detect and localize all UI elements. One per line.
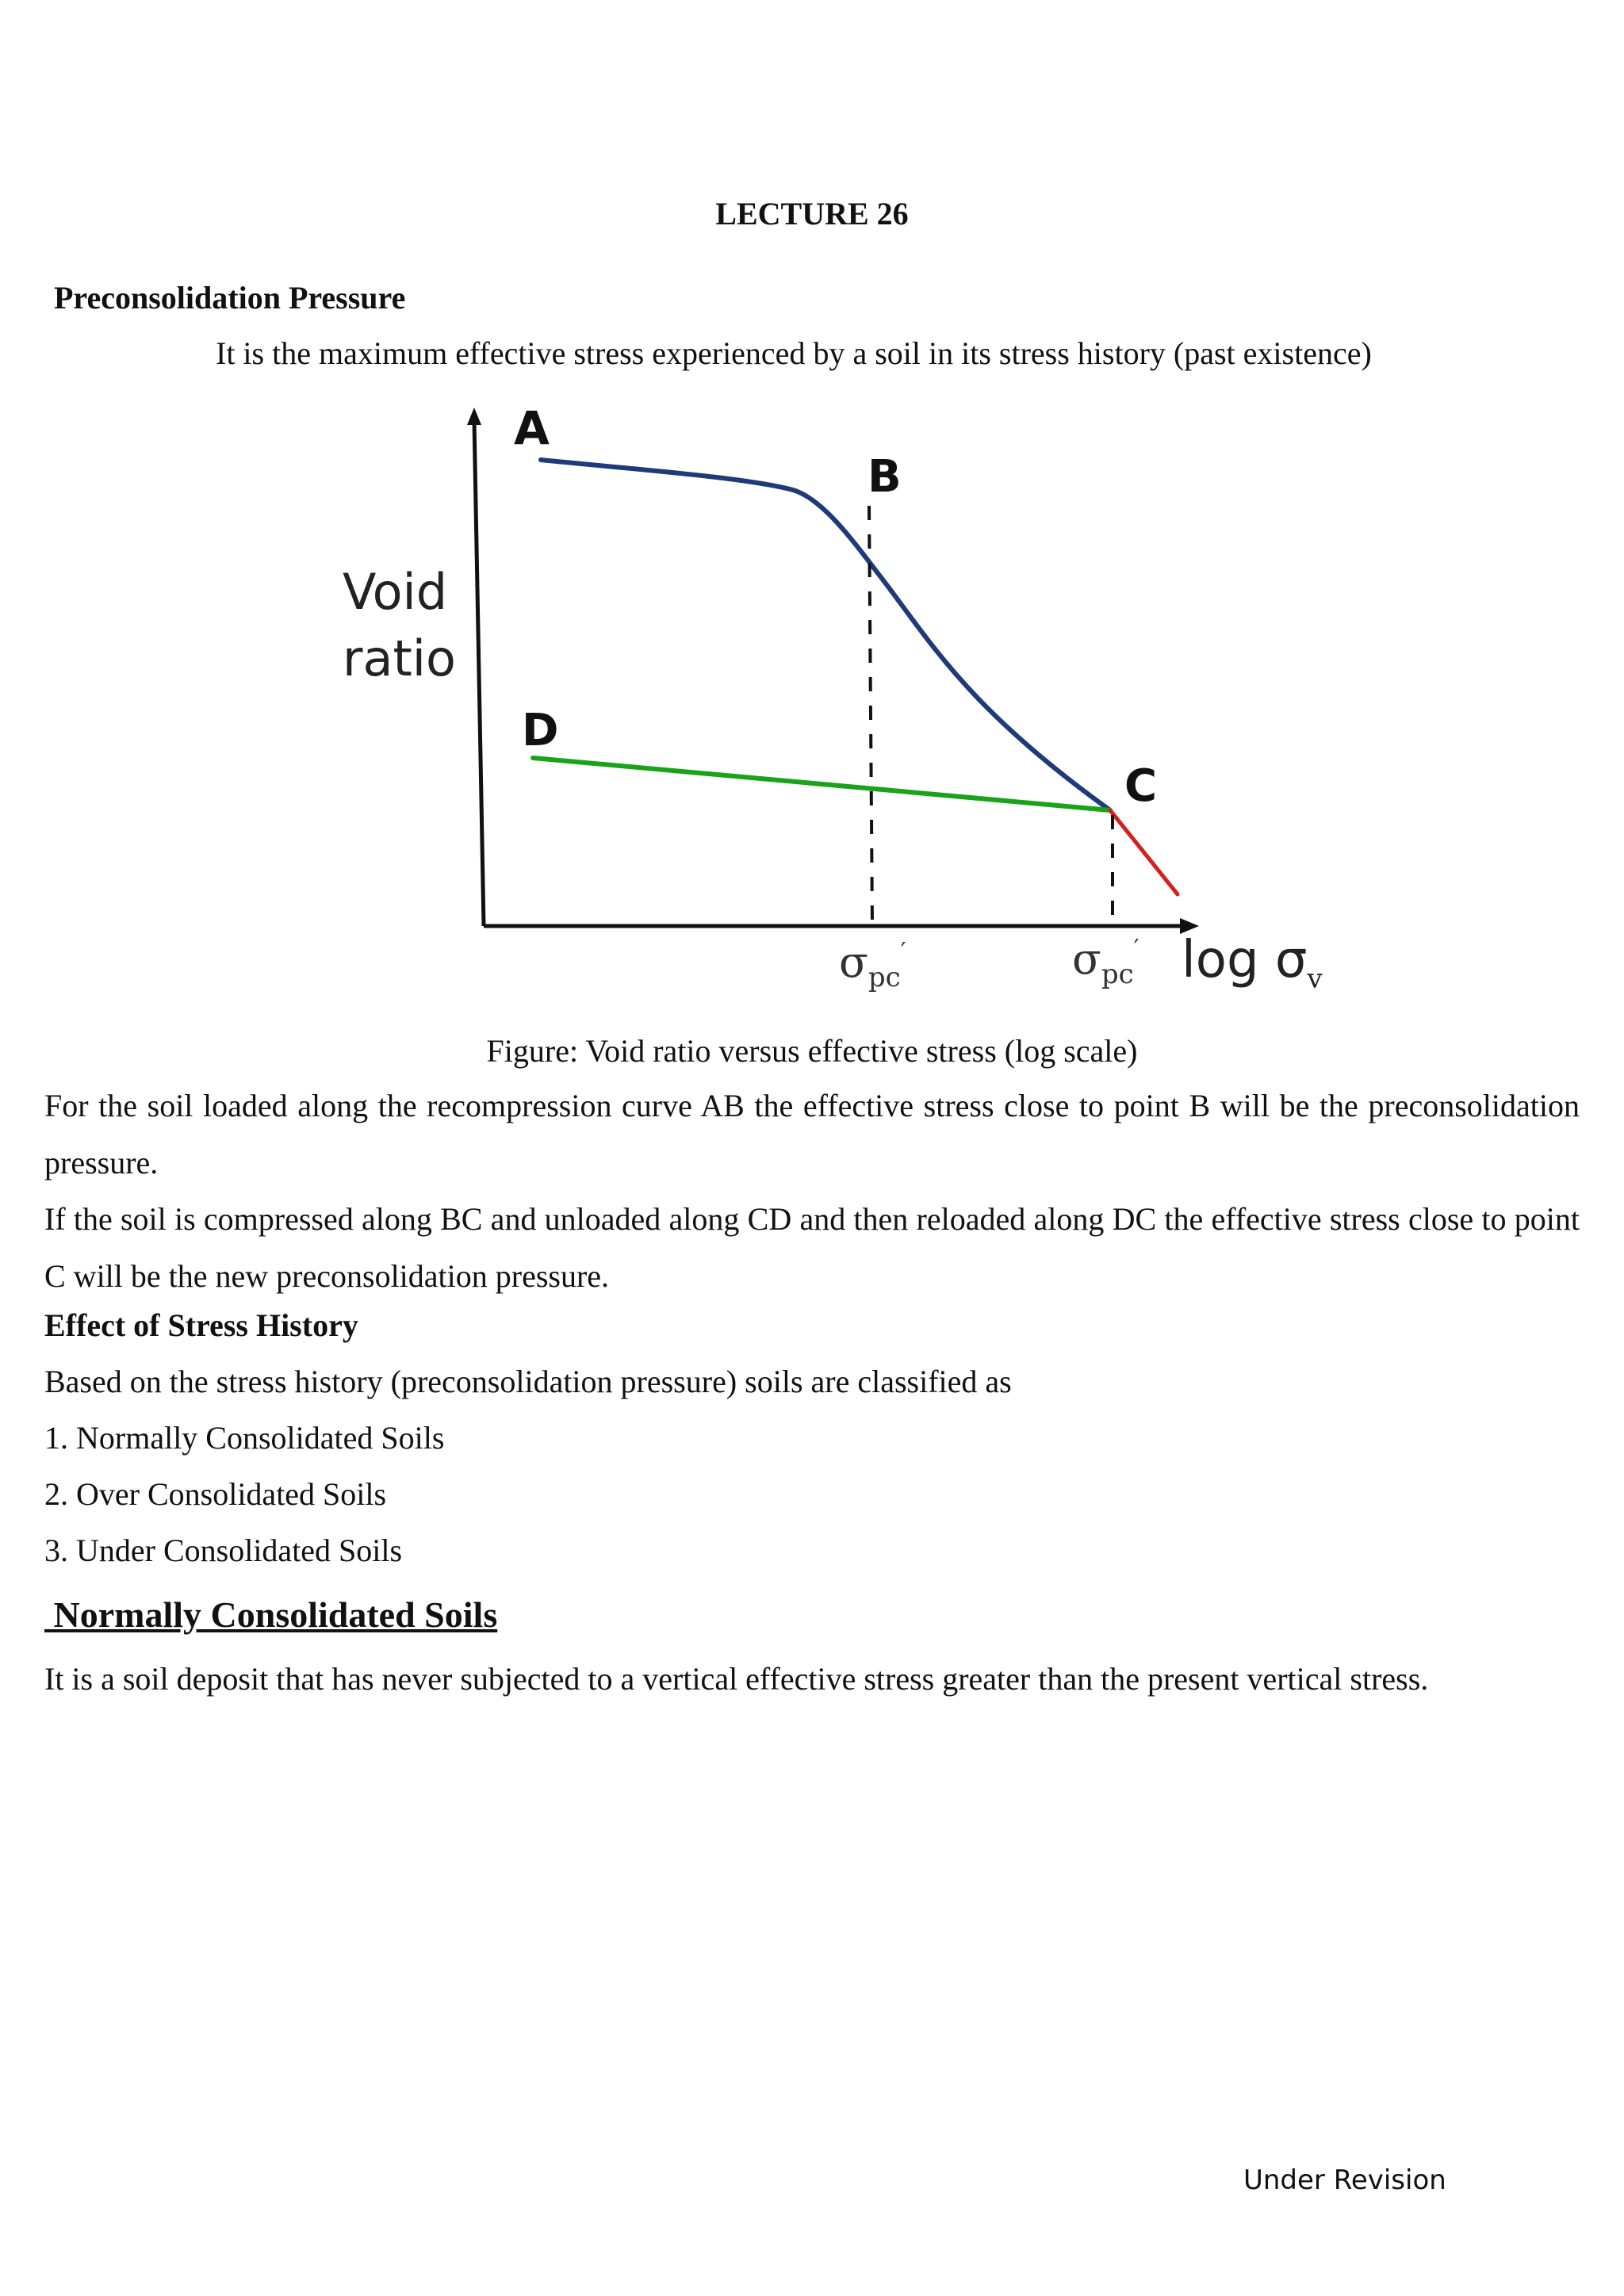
y-axis-label-ratio: ratio xyxy=(343,629,456,687)
void-ratio-diagram xyxy=(317,396,1348,1015)
footer-status: Under Revision xyxy=(1243,2164,1446,2196)
label-point-d: D xyxy=(522,705,559,756)
x-axis-label: $\log \sigma_v$ xyxy=(1182,931,1323,995)
paragraph-new-preconsolidation: If the soil is compressed along BC and unloaded along CD and then reloaded along DC the effective stress close to point C will be the new preconsolidation pressure. xyxy=(44,1201,1580,1294)
definition-text: It is the maximum effective stress experienced by a soil in its stress history (past existence) xyxy=(216,335,1372,371)
tick-label-sigma-pc-1: $\sigma_{pc}'$ xyxy=(839,937,906,993)
paragraph-nc-definition: It is a soil deposit that has never subjected to a vertical effective stress greater than the present vertical stress. xyxy=(44,1661,1429,1697)
heading-normally-consolidated: Normally Consolidated Soils xyxy=(53,1594,498,1635)
list-item: 2. Over Consolidated Soils xyxy=(44,1476,387,1512)
void-ratio-figure xyxy=(317,396,1348,1015)
label-point-c: C xyxy=(1124,760,1158,812)
lecture-title: LECTURE 26 xyxy=(715,196,909,232)
paragraph-classification: Based on the stress history (preconsolidation pressure) soils are classified as xyxy=(44,1364,1012,1399)
figure-caption: Figure: Void ratio versus effective stress (log scale) xyxy=(486,1033,1138,1069)
list-item: 1. Normally Consolidated Soils xyxy=(44,1420,445,1456)
label-point-b: B xyxy=(868,451,902,503)
section-heading-preconsolidation: Preconsolidation Pressure xyxy=(54,280,406,316)
heading-effect-of-stress-history: Effect of Stress History xyxy=(44,1307,358,1343)
tick-label-sigma-pc-2: $\sigma_{pc}'$ xyxy=(1072,934,1139,990)
label-point-a: A xyxy=(514,401,550,455)
list-item: 3. Under Consolidated Soils xyxy=(44,1533,403,1568)
y-axis-label-void: Void xyxy=(343,563,448,621)
paragraph-recompression: For the soil loaded along the recompression curve AB the effective stress close to point B will be the preconsolidation pressure. xyxy=(44,1088,1580,1181)
